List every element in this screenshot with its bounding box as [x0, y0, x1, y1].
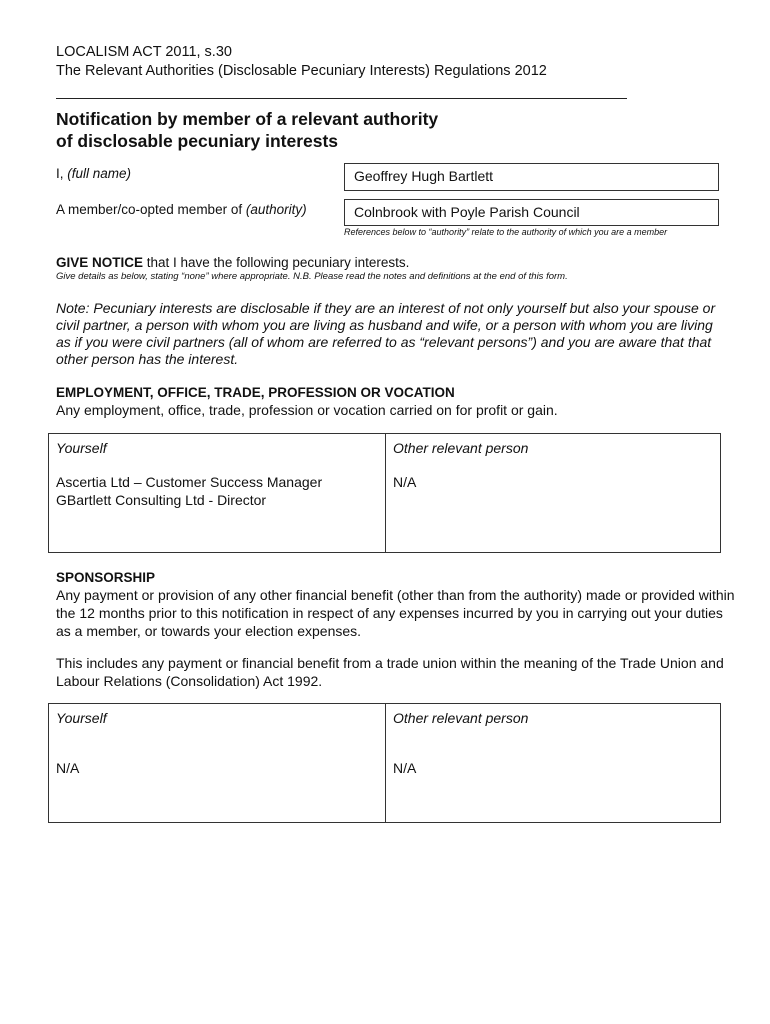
sponsorship-yourself-header: Yourself: [56, 710, 107, 726]
sponsorship-other-cell[interactable]: [386, 704, 721, 823]
employment-table: [48, 433, 721, 553]
header-divider: [56, 98, 627, 99]
full-name-label-prefix: I,: [56, 166, 64, 181]
full-name-field[interactable]: Geoffrey Hugh Bartlett: [344, 163, 719, 191]
employment-other-header: Other relevant person: [393, 440, 529, 456]
member-of-label-hint: (authority): [245, 202, 307, 217]
employment-heading: EMPLOYMENT, OFFICE, TRADE, PROFESSION OR VOCATION: [56, 385, 455, 400]
sponsorship-other-value: N/A: [393, 760, 417, 776]
form-title-line-1: Notification by member of a relevant authority: [56, 109, 439, 129]
employment-other-cell[interactable]: [386, 434, 721, 553]
employment-other-value: N/A: [393, 474, 417, 490]
employment-yourself-header: Yourself: [56, 440, 107, 456]
act-heading: LOCALISM ACT 2011, s.30: [56, 44, 232, 60]
give-notice-bold: GIVE NOTICE: [56, 255, 144, 270]
sponsorship-yourself-cell[interactable]: [49, 704, 386, 823]
sponsorship-trade-union-note: This includes any payment or financial benefit from a trade union within the meaning of the Trade Union and Labour Relations (Consolidation) Act 1992.: [56, 655, 724, 689]
form-title: [56, 108, 438, 152]
sponsorship-description: Any payment or provision of any other financial benefit (other than from the authority) made or provided within the 12 months prior to this notification in respect of any expenses incurred by you in carrying out your duties as a member, or towards your election expenses.: [56, 587, 735, 639]
employment-table-row: [49, 434, 721, 553]
sponsorship-yourself-value: N/A: [56, 760, 80, 776]
employment-description: Any employment, office, trade, profession or vocation carried on for profit or gain.: [56, 402, 558, 418]
member-of-label-text: A member/co-opted member of: [56, 202, 243, 217]
sponsorship-other-header: Other relevant person: [393, 710, 529, 726]
sponsorship-table: [48, 703, 721, 823]
relevant-persons-note: Note: Pecuniary interests are disclosable if they are an interest of not only yourself but also your spouse or civil partner, a person with whom you are living as husband and wife, or a person with whom you are living as if you were civil partners (all of whom are referred to as “relevant persons”) and you are aware that that other person has the interest.: [56, 300, 716, 367]
form-title-line-2: of disclosable pecuniary interests: [56, 131, 339, 151]
give-notice-statement: [56, 255, 409, 270]
sponsorship-table-row: [49, 704, 721, 823]
sponsorship-heading: SPONSORSHIP: [56, 570, 156, 585]
authority-field[interactable]: Colnbrook with Poyle Parish Council: [344, 199, 719, 226]
regulations-heading: The Relevant Authorities (Disclosable Pecuniary Interests) Regulations 2012: [56, 63, 547, 79]
employment-yourself-cell[interactable]: [49, 434, 386, 553]
employment-yourself-line-2: GBartlett Consulting Ltd - Director: [56, 492, 267, 508]
authority-reference-note: References below to “authority” relate to the authority of which you are a member: [344, 227, 668, 237]
give-notice-rest: that I have the following pecuniary interests.: [143, 255, 410, 270]
full-name-label: [56, 166, 131, 181]
member-of-label: [56, 202, 307, 217]
full-name-label-hint: (full name): [67, 166, 132, 181]
give-details-note: Give details as below, stating “none” where appropriate. N.B. Please read the notes and definitions at the end of this form.: [56, 271, 568, 282]
employment-yourself-line-1: Ascertia Ltd – Customer Success Manager: [56, 474, 323, 490]
